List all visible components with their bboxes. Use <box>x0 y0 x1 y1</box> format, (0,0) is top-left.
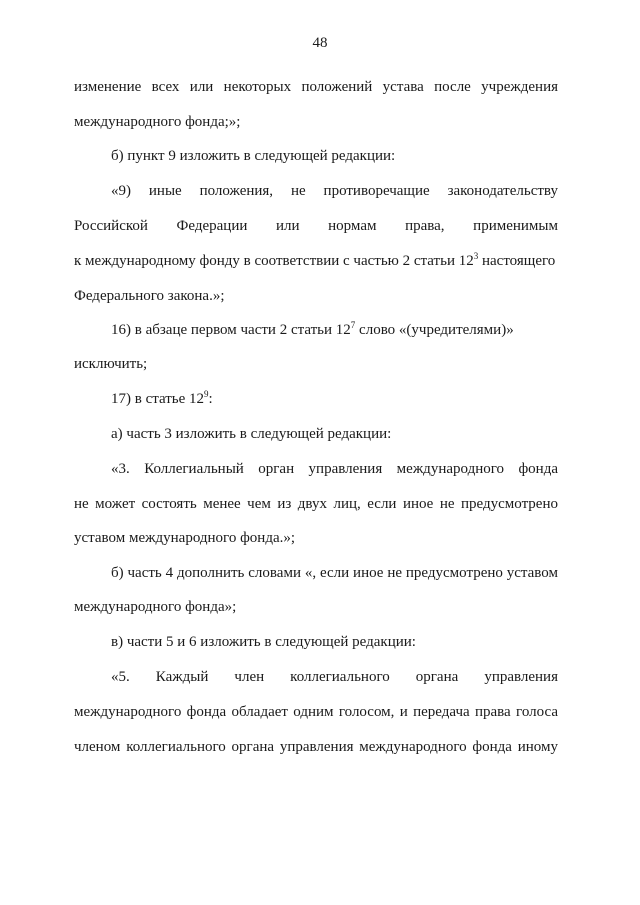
text-line: а) часть 3 изложить в следующей редакции: <box>111 426 392 442</box>
text-line: международного фонда;»; <box>74 114 241 130</box>
superscript: 9 <box>204 389 209 399</box>
text-line: Российской Федерации или нормам права, применимым <box>74 218 558 234</box>
text-line: уставом международного фонда.»; <box>74 530 296 546</box>
text-line: б) часть 4 дополнить словами «, если иное не предусмотрено уставом <box>111 565 558 581</box>
text-run: слово «(учредителями)» <box>355 322 514 338</box>
text-run: : <box>208 391 213 407</box>
text-line: исключить; <box>74 356 148 372</box>
text-line: не может состоять менее чем из двух лиц, если иное не предусмотрено <box>74 496 558 512</box>
text-line: членом коллегиального органа управления международного фонда иному <box>74 739 558 755</box>
text-line: изменение всех или некоторых положений устава после учреждения <box>74 79 558 95</box>
text-line: «5. Каждый член коллегиального органа управления <box>111 669 558 685</box>
text-run: 17) в статье 12 <box>111 391 205 407</box>
text-line: «3. Коллегиальный орган управления международного фонда <box>111 461 558 477</box>
text-line: международного фонда»; <box>74 599 237 615</box>
text-line <box>111 320 558 340</box>
text-line: б) пункт 9 изложить в следующей редакции: <box>111 148 396 164</box>
superscript: 3 <box>473 251 479 261</box>
text-run: к международному фонду в соответствии с частью 2 статьи 12 <box>74 253 474 269</box>
text-line: международного фонда обладает одним голосом, и передача права голоса <box>74 704 558 720</box>
text-line: «9) иные положения, не противоречащие законодательству <box>111 183 558 199</box>
text-line <box>111 389 558 409</box>
text-run: 16) в абзаце первом части 2 статьи 12 <box>111 322 351 338</box>
page-number: 48 <box>312 35 328 51</box>
text-run: настоящего <box>478 253 556 269</box>
text-line: в) части 5 и 6 изложить в следующей редакции: <box>111 634 416 650</box>
superscript: 7 <box>350 320 356 330</box>
text-line: Федерального закона.»; <box>74 288 225 304</box>
text-line <box>74 251 558 271</box>
